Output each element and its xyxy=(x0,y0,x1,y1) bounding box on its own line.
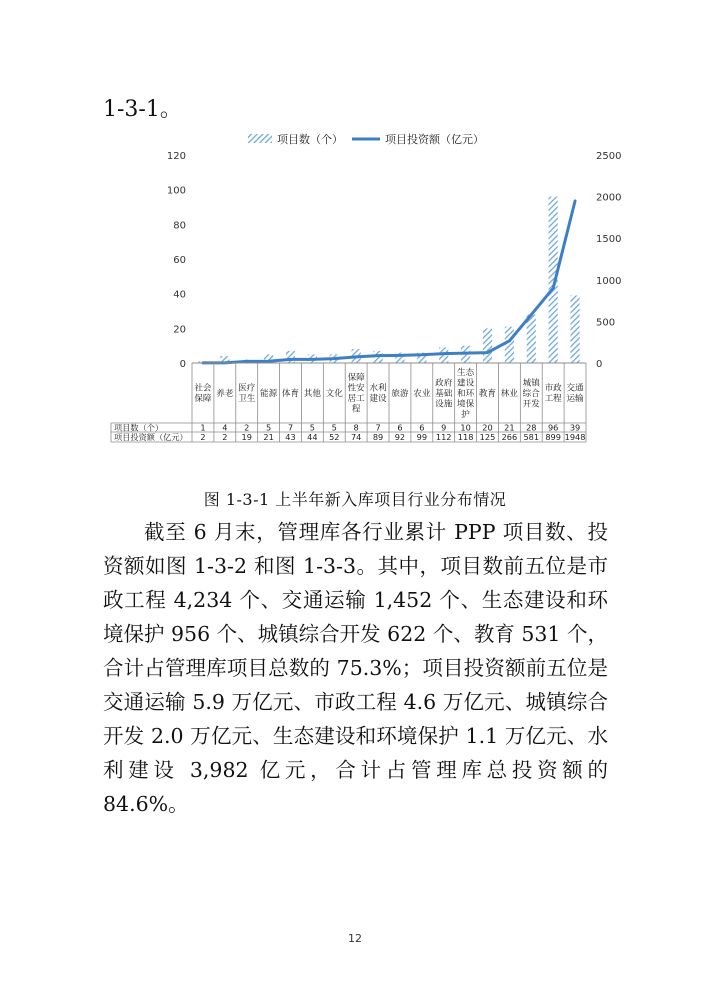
table-cell: 6 xyxy=(419,422,425,433)
line-investment xyxy=(203,201,575,363)
table-cell: 125 xyxy=(479,432,496,442)
table-cell: 44 xyxy=(307,432,318,442)
page-number: 12 xyxy=(348,932,362,945)
table-cell: 9 xyxy=(441,422,447,433)
y-left-tick-label: 20 xyxy=(173,324,186,336)
y-left-tick-label: 100 xyxy=(166,185,186,197)
bar-project-count xyxy=(527,314,536,363)
table-cell: 39 xyxy=(569,422,581,433)
table-cell: 96 xyxy=(547,422,559,433)
table-cell: 7 xyxy=(287,422,294,433)
table-cell: 118 xyxy=(457,432,474,442)
table-cell: 5 xyxy=(309,422,315,433)
bar-project-count xyxy=(505,327,514,363)
figure-caption: 图 1-3-1 上半年新入库项目行业分布情况 xyxy=(203,490,507,509)
category-label: 旅游 xyxy=(391,388,409,399)
category-label: 生态建设和环境保护 xyxy=(457,367,475,420)
table-cell: 6 xyxy=(397,422,403,433)
table-cell: 112 xyxy=(435,432,452,442)
table-cell: 2 xyxy=(244,422,250,433)
category-label: 医疗卫生 xyxy=(238,383,256,404)
category-label: 农业 xyxy=(413,388,431,399)
table-cell: 10 xyxy=(460,422,471,433)
table-cell: 2 xyxy=(222,432,228,442)
legend-line-label: 项目投资额（亿元） xyxy=(385,133,484,146)
category-label: 市政工程 xyxy=(544,383,562,404)
category-label: 教育 xyxy=(478,388,497,399)
category-label: 养老 xyxy=(216,388,234,399)
category-label: 文化 xyxy=(325,388,343,399)
y-right-tick-label: 0 xyxy=(596,359,603,370)
table-cell: 19 xyxy=(241,432,252,442)
chart-svg xyxy=(0,0,710,470)
category-label: 社会保障 xyxy=(194,383,212,404)
table-cell: 8 xyxy=(353,422,359,433)
category-label: 交通运输 xyxy=(566,383,584,404)
table-cell: 5 xyxy=(331,422,337,433)
category-label: 体育 xyxy=(281,388,300,399)
legend-bar-label: 项目数（个） xyxy=(277,133,343,146)
y-left-tick-label: 80 xyxy=(173,220,186,232)
y-right-tick-label: 2500 xyxy=(596,151,622,162)
y-right-tick-label: 500 xyxy=(596,317,616,329)
table-cell: 21 xyxy=(504,422,515,433)
category-label: 水利建设 xyxy=(369,383,387,404)
lead-text: 1-3-1。 xyxy=(103,97,182,122)
y-left-tick-label: 0 xyxy=(179,359,186,370)
table-cell: 52 xyxy=(329,432,340,442)
category-label: 政府基础设施 xyxy=(435,378,453,410)
table-cell: 581 xyxy=(523,432,540,442)
table-cell: 74 xyxy=(350,432,362,442)
table-cell: 99 xyxy=(416,432,428,442)
body-paragraph: 截至 6 月末，管理库各行业累计 PPP 项目数、投资额如图 1-3-2 和图 1-3-3。其中，项目数前五位是市政工程 4,234 个、交通运输 1,452 个、生态建设和环境保护 956 个、城镇综合开发 622 个、教育 531 个，合计占管理库项目总数的 75.3%；项目投资额前五位是交通运输 5.9 万亿元、市政工程 4.6 万亿元、城镇综合开发 2.0 万亿元、生态建设和环境保护 1.1 万亿元、水利建设 3,982 亿元，合计占管理库总投资额的 84.6%。 xyxy=(103,520,608,816)
industry-chart xyxy=(0,0,710,470)
y-left-tick-label: 40 xyxy=(173,289,186,301)
table-cell: 7 xyxy=(375,422,381,433)
bar-project-count xyxy=(570,295,579,363)
table-cell: 899 xyxy=(545,432,561,442)
category-label: 林业 xyxy=(500,388,518,399)
legend-bar-swatch xyxy=(248,134,272,143)
category-label: 保障性安居工程 xyxy=(347,373,365,415)
category-label: 城镇综合开发 xyxy=(522,378,540,410)
y-left-tick-label: 60 xyxy=(173,255,186,266)
table-cell: 4 xyxy=(222,422,228,433)
table-cell: 2 xyxy=(200,432,206,442)
table-cell: 1948 xyxy=(564,432,586,442)
y-right-tick-label: 1500 xyxy=(596,234,622,246)
y-left-tick-label: 120 xyxy=(166,151,186,162)
table-row-label: 项目投资额（亿元） xyxy=(114,432,188,442)
table-cell: 266 xyxy=(501,432,518,442)
category-label: 其他 xyxy=(303,388,321,399)
table-cell: 5 xyxy=(266,422,272,433)
table-cell: 43 xyxy=(285,432,296,442)
table-cell: 20 xyxy=(482,422,493,433)
table-row-label: 项目数（个） xyxy=(114,422,164,433)
y-right-tick-label: 2000 xyxy=(596,192,622,204)
table-cell: 28 xyxy=(526,422,537,433)
table-cell: 1 xyxy=(200,422,206,433)
table-cell: 92 xyxy=(394,432,406,442)
bar-project-count xyxy=(483,328,492,363)
body-text xyxy=(103,515,608,821)
category-label: 能源 xyxy=(260,388,278,399)
table-cell: 21 xyxy=(263,432,274,442)
y-right-tick-label: 1000 xyxy=(596,275,622,287)
table-cell: 89 xyxy=(372,432,384,442)
